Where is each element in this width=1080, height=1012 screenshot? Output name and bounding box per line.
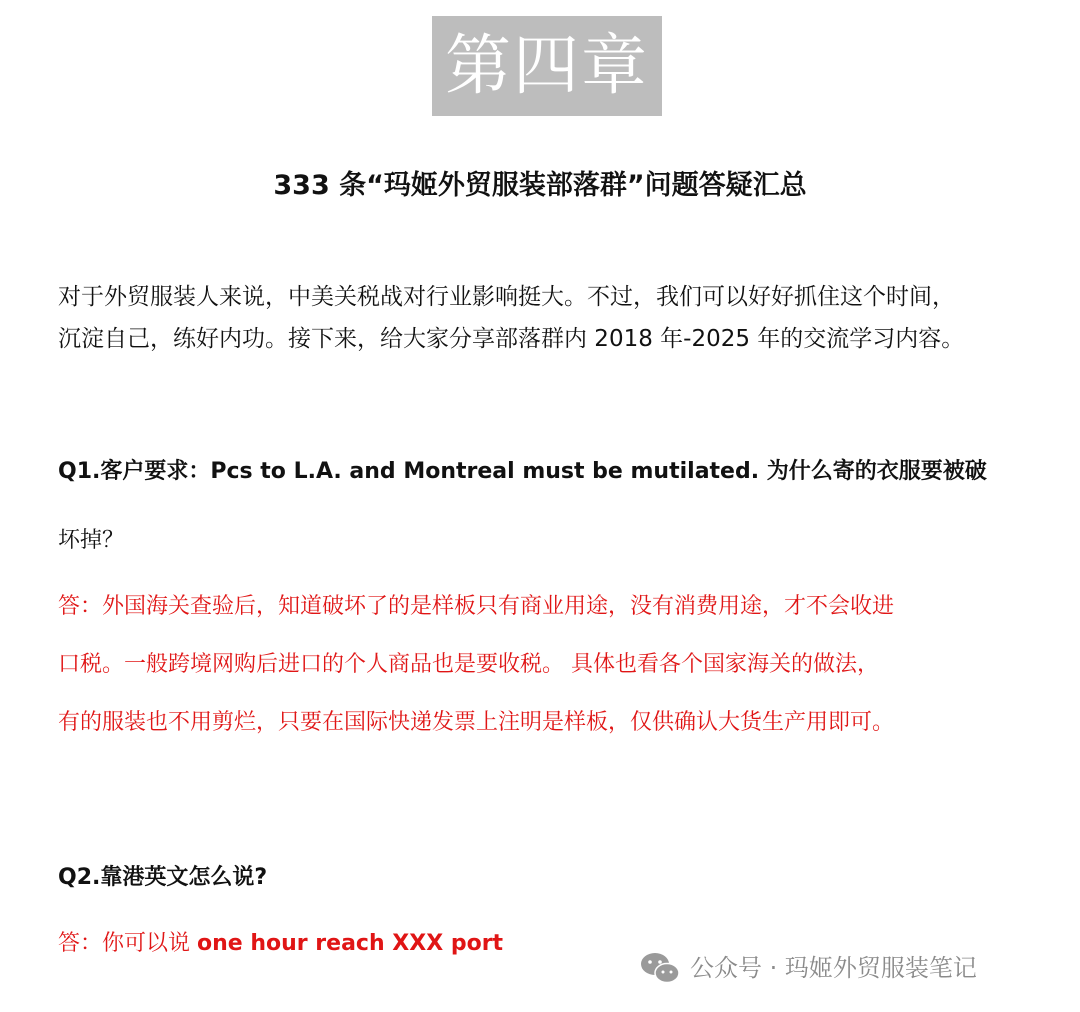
wechat-icon [640,951,680,985]
intro-line-1: 对于外贸服装人来说，中美关税战对行业影响挺大。不过，我们可以好好抓住这个时间， [58,284,955,310]
answer-1-line-3: 有的服装也不用剪烂，只要在国际快递发票上注明是样板，仅供确认大货生产用即可。 [58,710,895,735]
question-1-continued: 坏掉？ [58,528,125,553]
answer-2 [58,924,503,964]
answer-2-english: one hour reach XXX port [197,931,504,956]
question-1: Q1.客户要求：Pcs to L.A. and Montreal must be mutilated. 为什么寄的衣服要被破 [58,459,987,484]
document-title: 333 条“玛姬外贸服装部落群”问题答疑汇总 [273,170,807,201]
watermark-text: 公众号 · 玛姬外贸服装笔记 [690,954,977,982]
answer-1 [58,578,1058,752]
watermark [640,948,977,988]
chapter-heading: 第四章 [445,27,649,104]
question-2: Q2.靠港英文怎么说? [58,865,268,890]
chapter-banner [432,16,662,116]
answer-1-line-1: 答：外国海关查验后，知道破坏了的是样板只有商业用途，没有消费用途，才不会收进 [58,594,895,619]
intro-paragraph [58,276,1048,360]
answer-2-prefix: 答：你可以说 [58,931,197,956]
intro-line-2: 沉淀自己，练好内功。接下来，给大家分享部落群内 2018 年-2025 年的交流学习内容。 [58,326,965,352]
answer-1-line-2: 口税。一般跨境网购后进口的个人商品也是要收税。 具体也看各个国家海关的做法， [58,652,879,677]
